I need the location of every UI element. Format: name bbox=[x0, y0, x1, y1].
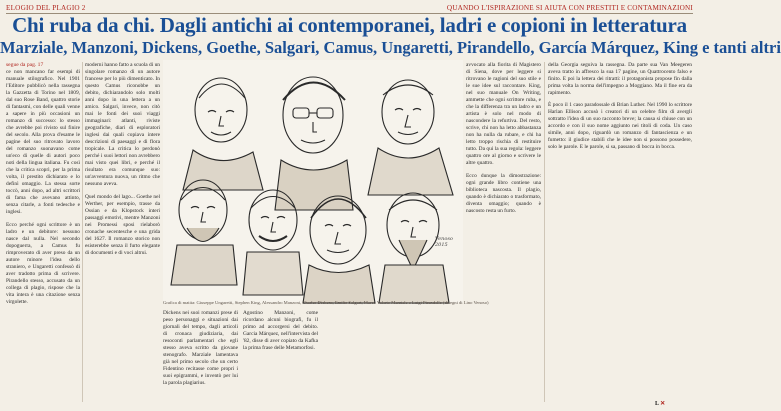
column-5 bbox=[548, 62, 692, 397]
end-mark-icon: ✕ bbox=[660, 401, 666, 407]
portrait-salgari bbox=[243, 190, 303, 295]
column-1 bbox=[6, 62, 80, 402]
column-5-text-b: È poco il 1 caso paradossale di Brian Luther. Nel 1990 lo scrittore Harlan Ellison accusò i creatori di un celebre film di avergli sottratto l'idea di un suo racconto breve; la causa si chiuse con un accordo e con il suo nome aggiunto nei titoli di coda. Un caso simile, anni dopo, riguardò un romanzo di fantascienza e un fumetto: il giudice stabilì che le idee non si possono possedere, solo le parole. E le parole, si sa, passano di bocca in bocca. bbox=[548, 102, 692, 150]
portrait-pirandello bbox=[379, 193, 449, 303]
portrait-ungaretti bbox=[183, 78, 263, 190]
column-2-text: moderni hanno fatto a scuola di un singolare romanzo di un autore francese per lo più dimenticato. In questo Camus riconobbe un debito, dichiarandolo solo molti anni dopo in una lettera a un amico. Salgari, invece, non citò mai le fonti dei suoi viaggi immaginari: atlanti, riviste geografiche, diari di esploratori inglesi dai quali copiava intere descrizioni di paesaggi e di flora tropicale. La critica lo perdonò perché i suoi lettori non avrebbero mai visto quei libri, e perché il risultato era comunque suo: un'avventura nuova, un ritmo che nessuno aveva. bbox=[85, 62, 160, 187]
caricatures-drawing bbox=[163, 60, 463, 303]
headline-title: Chi ruba da chi. Dagli antichi ai contemporanei, ladri e copioni in letteratura bbox=[12, 13, 687, 37]
running-head bbox=[6, 2, 693, 13]
column-2-text-b: Quel mondo del lago... Goethe nel Werther, per esempio, trasse da Ossian e da Klopstock interi passaggi emotivi, mentre Manzoni nei Promessi sposi rielaborò cronache secentesche e una grida del 1627. Il romanzo storico non esisterebbe senza il furto elegante di documenti e di voci altrui. bbox=[85, 194, 160, 256]
portrait-marziale bbox=[303, 196, 375, 303]
column-3b-text: Agostino Manzoni, come ricordano alcuni biografi, fu il primo ad accorgersi del debito. Garcia Márquez, nell'intervista del '82, disse di aver copiato da Kafka la prima frase delle Metamorfosi. bbox=[243, 310, 318, 351]
column-4-text: avvocato alla fiorita di Magistero di Siena, dove per leggere si ritrovano le ragioni del suo stile e le sue idee sul raccontare. King, nel suo manuale On Writing, ammette che ogni scrittore ruba, e che la differenza tra un ladro e un artista è solo nel modo di nascondere la refurtiva. Del resto, scrive, chi non ha letto abbastanza non ha nulla da rubare, e chi ha letto troppo rischia di restituire tutto. Da qui la sua regola: leggere quattro ore al giorno e scrivere le altre quattro. bbox=[466, 62, 541, 166]
column-2 bbox=[85, 62, 160, 402]
byline: segue da pag. 17 bbox=[6, 62, 44, 68]
headline-subtitle: Marziale, Manzoni, Dickens, Goethe, Salgari, Camus, Ungaretti, Pirandello, García Márquez, King e tanti altri bbox=[0, 38, 781, 57]
column-4-text-b: Ecco dunque la dimostrazione: ogni grande libro contiene una biblioteca nascosta. Il plagio, quando è dichiarato o trasformato, diventa omaggio; quando è nascosto resta un furto. bbox=[466, 173, 541, 214]
illustration-signature: Venoso 2015 bbox=[435, 236, 453, 248]
running-head-right: QUANDO L'ISPIRAZIONE SI AIUTA CON PRESTITI E CONTAMINAZIONI bbox=[446, 3, 693, 12]
column-3-text: Dickens nei suoi romanzi prese di peso personaggi e situazioni dai giornali del tempo, dagli articoli di cronaca giudiziaria, dai resoconti parlamentari che egli stesso aveva scritto da giovane stenografo. Marziale lamentava già nel primo secolo che un certo Fidentino recitasse come propri i suoi epigrammi, e inventò per lui la parola plagiarius. bbox=[163, 310, 238, 386]
column-4 bbox=[466, 62, 541, 402]
column-1-text-b: Ecco perché ogni scrittore è un ladro e un debitore: nessuno nasce dal nulla. Nel secondo dopoguerra, a Camus fu rimproverato di aver preso da un autore minore l'idea dello straniero, e Ungaretti confessò di aver tradotto prima di scrivere. Pirandello stesso, accusato da un collega di plagio, rispose che la vita intera è una citazione senza virgolette. bbox=[6, 222, 80, 305]
portrait-king bbox=[275, 77, 353, 210]
column-1-text: ce non mancano far esempi di manuale stilografico. Nel 1901 l'Editore pubblicò nella rassegna la Gazzetta di Torino nel 1809, dal suo Rose Band, quattro storie di fantasmi, con delle quali venne a sapere in più occasioni un romanzo di successo: lo stesso che avrebbe poi rivisto sul finire del secolo. Alla prova d'esame le pagine del suo ritrovato lavoro del romanzo suonavano come un'eco di quelle di autori poco noti della lingua italiana. Fu così che la critica scoprì, per la prima volta, il prestito dichiarato e lo definì omaggio. La stessa sorte toccò, anni dopo, ad altri scrittori di fama che avevano attinto, senza citarle, a fonti tedesche e inglesi. bbox=[6, 69, 80, 215]
running-head-left: ELOGIO DEL PLAGIO 2 bbox=[6, 3, 86, 12]
portrait-manzoni bbox=[368, 80, 453, 195]
column-divider bbox=[544, 62, 545, 402]
column-5-text: della Georgia seguiva la rassegna. Da parte sua Van Meegeren aveva tratto in affresco la sua 17 pagine, un Quattrocento falso e finito. E poi la lettera dei ritratti: il protagonista propose fin dalla prima volta la norma dell'impegno a Moggiano. Ma il fine era da rapimento. bbox=[548, 62, 692, 96]
column-3 bbox=[163, 310, 238, 404]
page-number bbox=[655, 400, 665, 407]
figure-caption: Grafica di matita: Giuseppe Ungaretti, Stephen King, Alessandro Manzoni, Charles Dickens, Emilio Salgari, Marco Valerio Marziale e Luigi Pirandello (disegni di Lino Venoso) bbox=[163, 300, 489, 305]
portrait-dickens bbox=[171, 180, 237, 285]
column-3b bbox=[243, 310, 318, 404]
page-number-label: L bbox=[655, 401, 659, 407]
portrait-illustration bbox=[163, 60, 463, 303]
column-divider bbox=[82, 62, 83, 402]
